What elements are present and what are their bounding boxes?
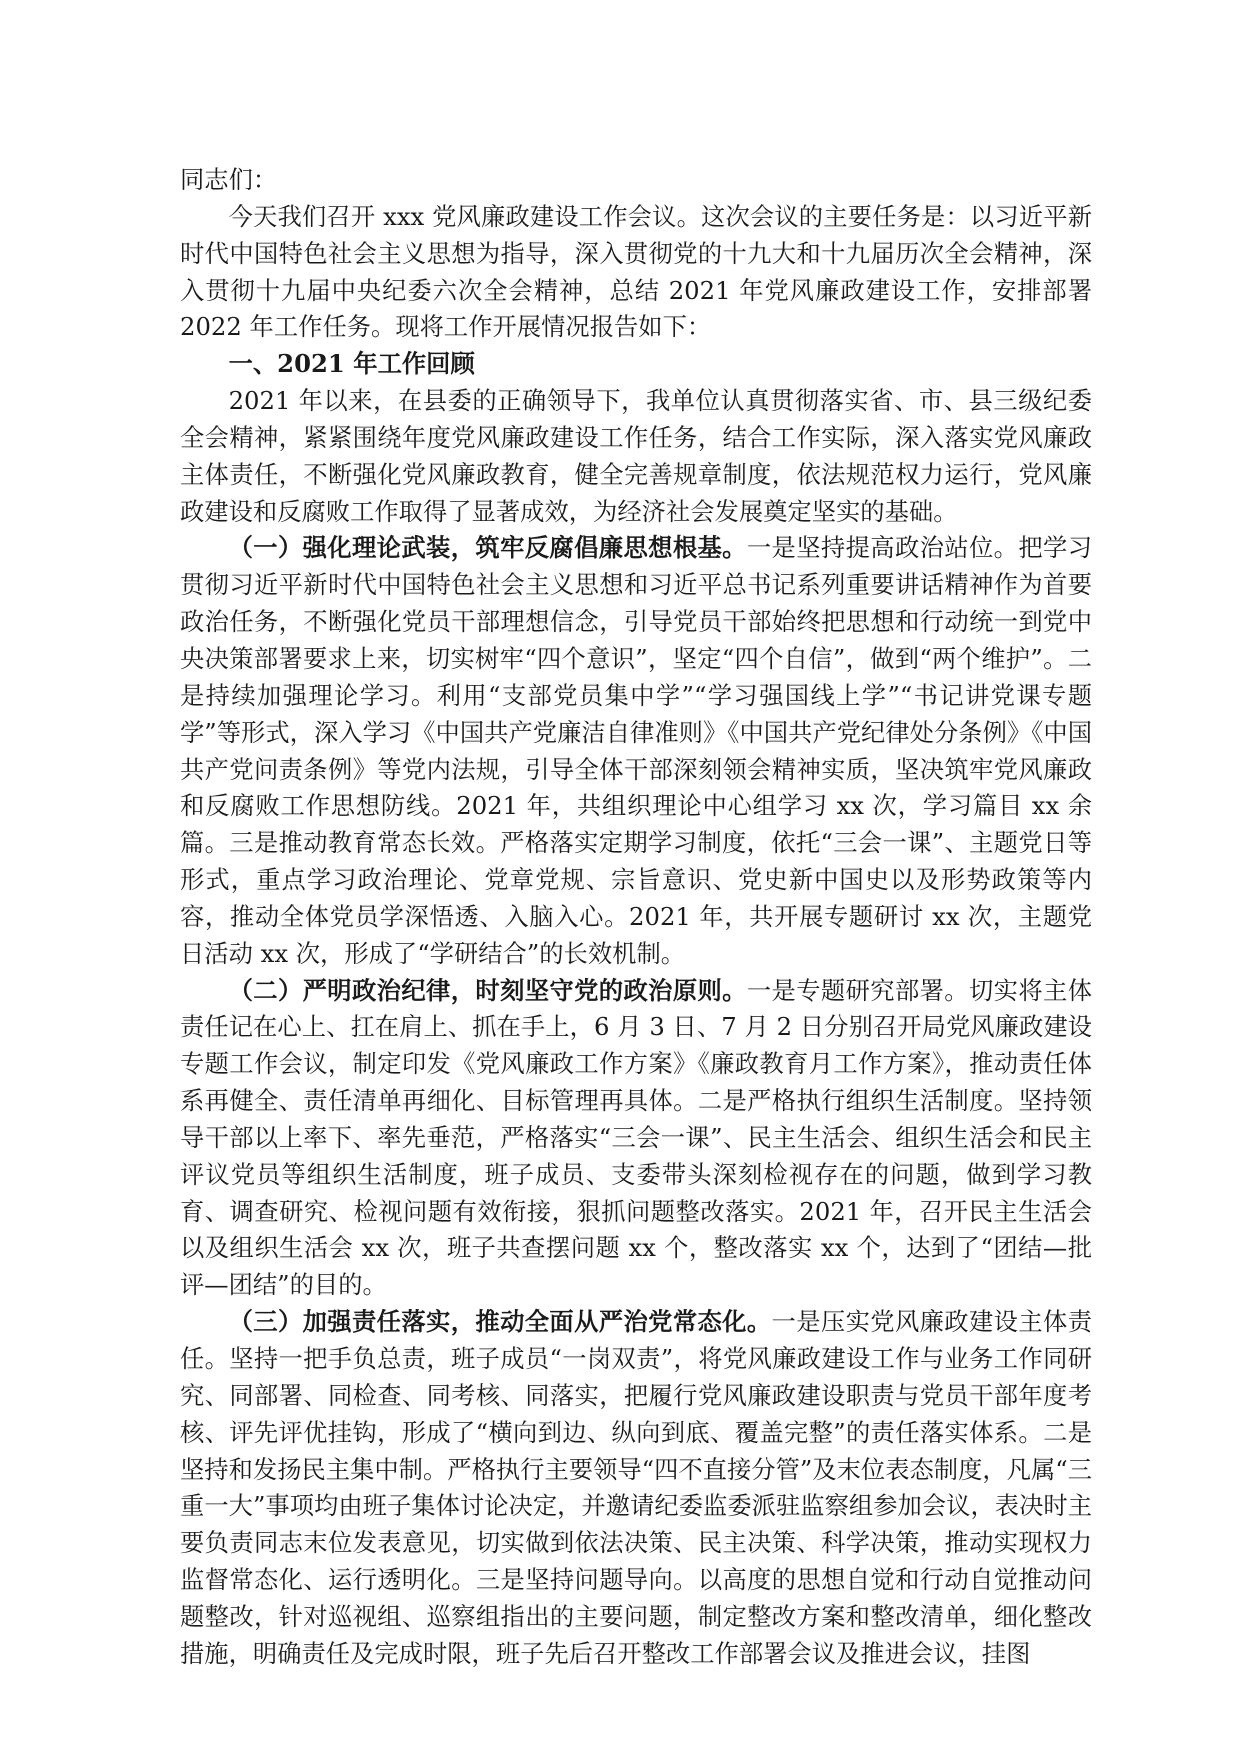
document-body [180,162,1092,1673]
item-body-3: 一是压实党风廉政建设主体责任。坚持一把手负总责，班子成员“一岗双责”，将党风廉政建设工作与业务工作同研究、同部署、同检查、同考核、同落实，把履行党风廉政建设职责与党员干部年度考核、评先评优挂钩，形成了“横向到边、纵向到底、覆盖完整”的责任落实体系。二是坚持和发扬民主集中制。严格执行主要领导“四不直接分管”及末位表态制度，凡属“三重一大”事项均由班子集体讨论决定，并邀请纪委监委派驻监察组参加会议，表决时主要负责同志末位发表意见，切实做到依法决策、民主决策、科学决策，推动实现权力监督常态化、运行透明化。三是坚持问题导向。以高度的思想自觉和行动自觉推动问题整改，针对巡视组、巡察组指出的主要问题，制定整改方案和整改清单，细化整改措施，明确责任及完成时限，班子先后召开整改工作部署会议及推进会议，挂图 [180,1307,1092,1668]
item-lead-2: （二）严明政治纪律，时刻坚守党的政治原则。 [228,975,747,1005]
summary-paragraph: 2021 年以来，在县委的正确领导下，我单位认真贯彻落实省、市、县三级纪委全会精神，紧紧围绕年度党风廉政建设工作任务，结合工作实际，深入落实党风廉政主体责任，不断强化党风廉政教育，健全完善规章制度，依法规范权力运行，党风廉政建设和反腐败工作取得了显著成效，为经济社会发展奠定坚实的基础。 [180,386,1092,526]
salutation: 同志们： [180,165,278,194]
intro-paragraph: 今天我们召开 xxx 党风廉政建设工作会议。这次会议的主要任务是：以习近平新时代中国特色社会主义思想为指导，深入贯彻党的十九大和十九届历次全会精神，深入贯彻十九届中央纪委六次全会精神，总结 2021 年党风廉政建设工作，安排部署 2022 年工作任务。现将工作开展情况报告如下： [180,201,1092,342]
item-body-2: 一是专题研究部署。切实将主体责任记在心上、扛在肩上、抓在手上，6 月 3 日、7 月 2 日分别召开局党风廉政建设专题工作会议，制定印发《党风廉政工作方案》《廉政教育月工作方案》，推动责任体系再健全、责任清单再细化、目标管理再具体。二是严格执行组织生活制度。坚持领导干部以上率下、率先垂范，严格落实“三会一课”、民主生活会、组织生活会和民主评议党员等组织生活制度，班子成员、支委带头深刻检视存在的问题，做到学习教育、调查研究、检视问题有效衔接，狠抓问题整改落实。2021 年，召开民主生活会以及组织生活会 xx 次，班子共查摆问题 xx 个，整改落实 xx 个，达到了“团结—批评—团结”的目的。 [180,975,1093,1300]
item-paragraph-3 [180,1304,1092,1672]
item-body-1: 一是坚持提高政治站位。把学习贯彻习近平新时代中国特色社会主义思想和习近平总书记系列重要讲话精神作为首要政治任务，不断强化党员干部理想信念，引导党员干部始终把思想和行动统一到党中央决策部署要求上来，切实树牢“四个意识”，坚定“四个自信”，做到“两个维护”。二是持续加强理论学习。利用“支部党员集中学”“学习强国线上学”“书记讲党课专题学”等形式，深入学习《中国共产党廉洁自律准则》《中国共产党纪律处分条例》《中国共产党问责条例》等党内法规，引导全体干部深刻领会精神实质，坚决筑牢党风廉政和反腐败工作思想防线。2021 年，共组织理论中心组学习 xx 次，学习篇目 xx 余篇。三是推动教育常态长效。严格落实定期学习制度，依托“三会一课”、主题党日等形式，重点学习政治理论、党章党规、宗旨意识、党史新中国史以及形势政策等内容，推动全体党员学深悟透、入脑入心。2021 年，共开展专题研讨 xx 次，主题党日活动 xx 次，形成了“学研结合”的长效机制。 [180,533,1093,968]
section-heading: 一、2021 年工作回顾 [228,349,475,379]
item-paragraph-2 [180,973,1092,1305]
item-lead-3: （三）加强责任落实，推动全面从严治党常态化。 [228,1307,772,1337]
item-paragraph-1 [180,530,1092,972]
item-lead-1: （一）强化理论武装，筑牢反腐倡廉思想根基。 [228,533,747,563]
